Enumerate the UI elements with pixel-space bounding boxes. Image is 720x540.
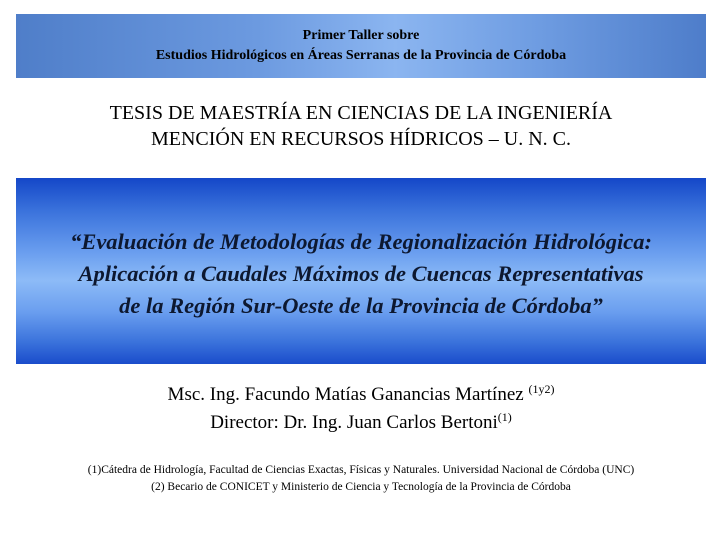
workshop-header-band (16, 14, 706, 78)
authors-block (16, 378, 706, 434)
slide-left-margin (0, 0, 10, 540)
affiliation-footnotes (16, 462, 706, 496)
thesis-title-line1: “Evaluación de Metodologías de Regionalización Hidrológica: (70, 229, 652, 254)
thesis-heading (16, 100, 706, 152)
director-name: Director: Dr. Ing. Juan Carlos Bertoni (210, 412, 498, 433)
thesis-title-line2: Aplicación a Caudales Máximos de Cuencas Representativas (78, 261, 644, 286)
footnote-2: (2) Becario de CONICET y Ministerio de Ciencia y Tecnología de la Provincia de Córdoba (151, 481, 571, 493)
footnote-1: (1)Cátedra de Hidrología, Facultad de Ciencias Exactas, Físicas y Naturales. Universidad Nacional de Córdoba (UNC) (87, 464, 635, 476)
workshop-title-line1: Primer Taller sobre (302, 28, 420, 43)
thesis-heading-line2: MENCIÓN EN RECURSOS HÍDRICOS – U. N. C. (150, 128, 572, 150)
author-line (16, 378, 706, 406)
thesis-heading-line1: TESIS DE MAESTRÍA EN CIENCIAS DE LA INGENIERÍA (109, 102, 613, 124)
thesis-title-band (16, 178, 706, 364)
director-line (16, 406, 706, 434)
workshop-title-line2: Estudios Hidrológicos en Áreas Serranas de la Provincia de Córdoba (155, 48, 567, 63)
director-affiliation-marker: (1) (497, 410, 512, 424)
author-affiliation-marker: (1y2) (528, 382, 555, 396)
author-name: Msc. Ing. Facundo Matías Ganancias Martínez (167, 384, 524, 405)
thesis-title-line3: de la Región Sur-Oeste de la Provincia de Córdoba” (119, 293, 603, 318)
